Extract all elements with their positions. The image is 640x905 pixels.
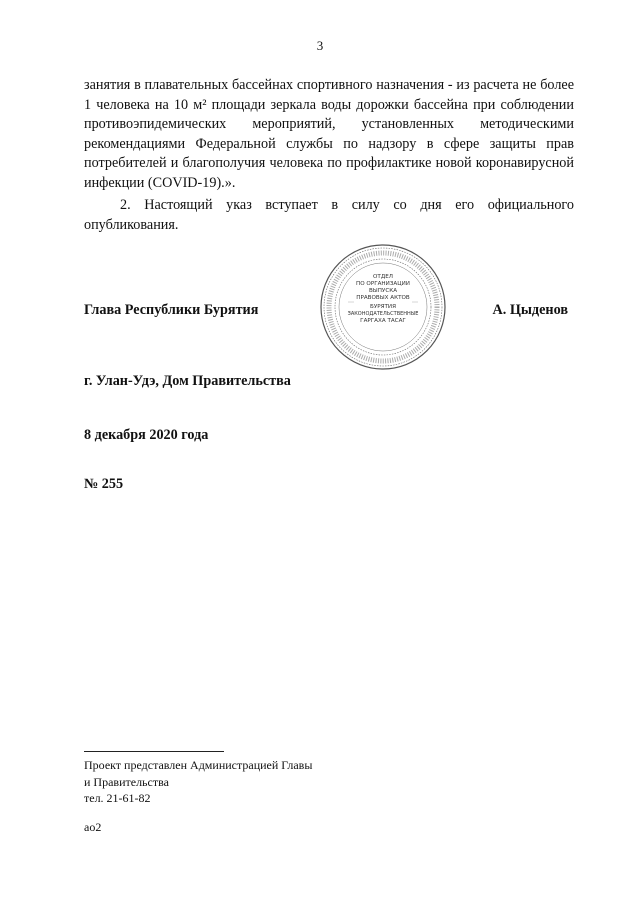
- footnote-line-1: Проект представлен Администрацией Главы: [84, 758, 313, 772]
- place-of-signing: г. Улан-Удэ, Дом Правительства: [84, 373, 291, 389]
- page-number: 3: [316, 38, 324, 53]
- decree-number: № 255: [84, 476, 124, 492]
- footnote-line-2: и Правительства: [84, 774, 169, 789]
- body-paragraph-2: 2. Настоящий указ вступает в силу со дня его официального опубликования.: [84, 197, 574, 233]
- official-seal-stamp: [318, 242, 448, 372]
- seal-line-5: БУРЯТИЯ: [370, 304, 396, 310]
- footnote-line-3: тел. 21-61-82: [84, 791, 151, 805]
- seal-line-1: ОТДЕЛ: [373, 274, 393, 280]
- body-paragraph-1: занятия в плавательных бассейнах спортивного назначения - из расчета не более 1 человека на 10 м² площади зеркала воды дорожки бассейна при соблюдении противоэпидемических мероприятий, установленных методическими рекомендациями Федеральной службы по надзору в сфере защиты прав потребителей и благополучия человека по профилактике новой коронавирусной инфекции (COVID-19).».: [84, 77, 574, 191]
- signature-position: Глава Республики Бурятия: [84, 302, 259, 318]
- footnote: [84, 757, 312, 807]
- decree-date: 8 декабря 2020 года: [84, 427, 209, 443]
- seal-line-2: ПО ОРГАНИЗАЦИИ: [356, 281, 410, 287]
- seal-line-7: ГАРГАХА ТАСАГ: [360, 318, 406, 324]
- seal-line-6: ЗАКОНОДАТЕЛЬСТВЕННЫЕ: [347, 311, 419, 317]
- footnote-divider: [84, 751, 224, 752]
- seal-line-3: ВЫПУСКА: [368, 288, 398, 294]
- seal-line-4: ПРАВОВЫХ АКТОВ: [356, 295, 410, 301]
- signature-name: А. Цыденов: [492, 302, 568, 318]
- document-code: ао2: [84, 820, 102, 834]
